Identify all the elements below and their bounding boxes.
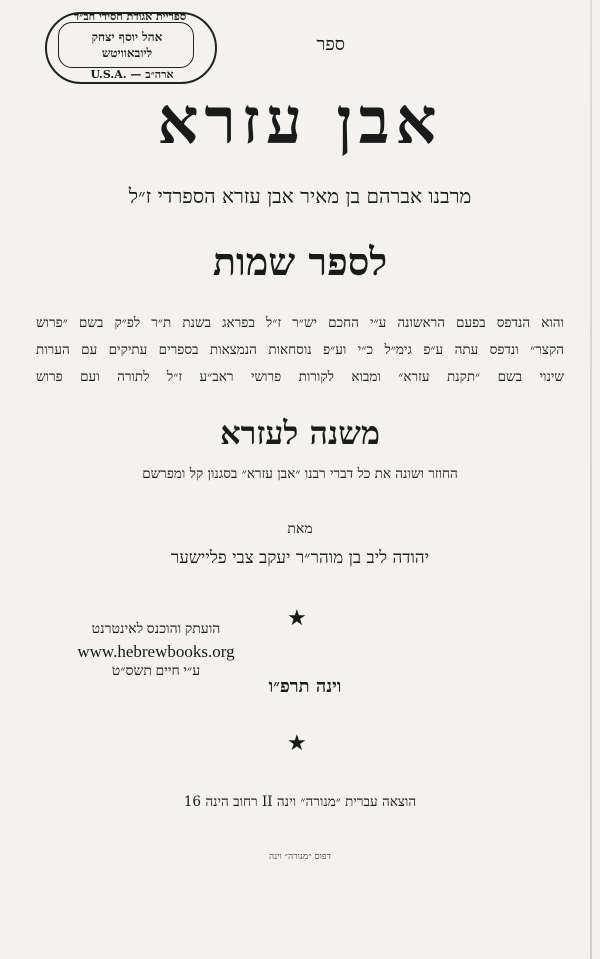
paragraph-line-3: שינוי בשם ״תקנת עזרא״ ומבוא לקורות פרושי ראב״ע ז״ל לתורה ועם פרוש bbox=[36, 369, 564, 385]
book-title: לספר שמות bbox=[212, 239, 388, 284]
main-title: אבן עזרא bbox=[157, 84, 443, 159]
watermark-url: www.hebrewbooks.org bbox=[77, 642, 235, 661]
printer-line: דפוס ״מנורה״ וינה bbox=[269, 852, 331, 862]
star-icon: ★ bbox=[287, 731, 307, 756]
stamp-inner-frame bbox=[58, 22, 194, 68]
place-year: וינה תרפ״ו bbox=[268, 676, 342, 697]
description-line: החוזר ושונה את כל דברי רבנו ״אבן עזרא״ בסגנון קל ומפרשם bbox=[142, 466, 458, 482]
stamp-line-2: ליובאוויטש bbox=[101, 46, 153, 60]
from-label: מאת bbox=[287, 521, 313, 537]
publisher-line: הוצאה עברית ״מנורה״ וינה II רחוב הינה 16 bbox=[183, 794, 417, 810]
sefer-label: ספר bbox=[316, 34, 345, 55]
paragraph-line-2: הקצר״ ונדפס עתה ע״פ גימ״ל כ״י וע״פ נוסחאות הנמצאות בספרים עתיקים עם הערות bbox=[36, 342, 564, 358]
page-edge bbox=[590, 0, 592, 959]
editor-name: יהודה ליב בן מוהר״ר יעקב צבי פליישער bbox=[170, 548, 430, 568]
stamp-line-1: אהל יוסף יצחק bbox=[91, 30, 163, 44]
author-line: מרבנו אברהם בן מאיר אבן עזרא הספרדי ז״ל bbox=[128, 184, 472, 208]
subtitle: משנה לעזרא bbox=[220, 414, 380, 452]
watermark-line-3: ע״י חיים תשס״ט bbox=[111, 664, 201, 679]
watermark-line-1: הועתק והוכנס לאינטרנט bbox=[91, 622, 221, 637]
paragraph-line-1: והוא הנדפס בפעם הראשונה ע״י החכם יש״ר ז״ל בפראג בשנת ת״ר לפ״ק בשם ״פרוש bbox=[36, 315, 564, 331]
stamp-top-text: ספריית אגודת חסידי חב״ד bbox=[73, 10, 187, 23]
stamp-bottom-text: U.S.A. — ארה״ב bbox=[90, 68, 174, 81]
star-icon: ★ bbox=[287, 606, 307, 631]
